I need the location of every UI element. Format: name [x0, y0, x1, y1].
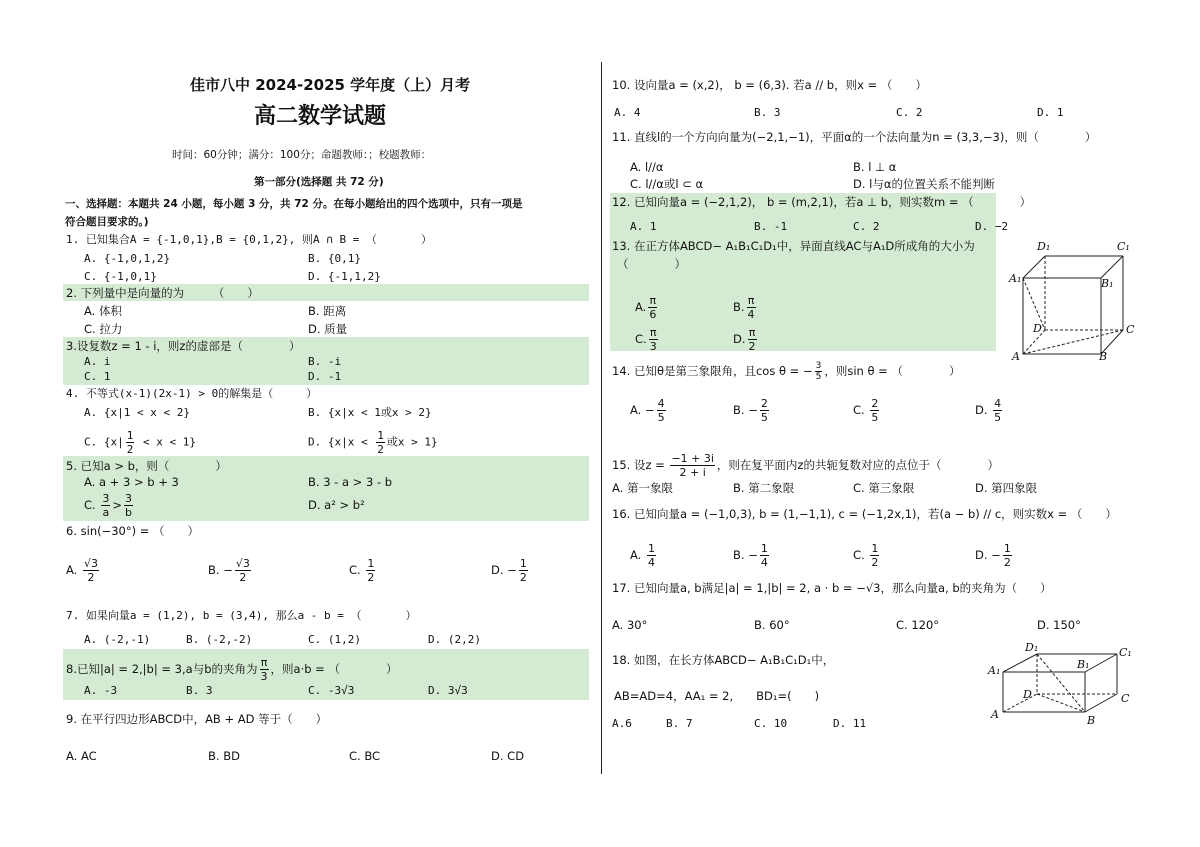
q16-stem: 16. 已知向量a = (−1,0,3), b = (1,−1,1), c = (−1,2x,1)，若(a − b) // c，则实数x = （ ） [612, 507, 1117, 521]
q9-stem: 9. 在平行四边形ABCD中，AB + AD 等于（ ） [66, 712, 328, 726]
q9-option-a[interactable]: A. AC [66, 749, 97, 763]
q9-option-b[interactable]: B. BD [208, 749, 240, 763]
q18-option-b[interactable]: B. 7 [666, 717, 693, 730]
q18-stem: 18. 如图，在长方体ABCD− A₁B₁C₁D₁中， [612, 653, 835, 667]
cube-label-c1: C₁ [1117, 240, 1130, 253]
q18-option-d[interactable]: D. 11 [833, 717, 867, 730]
exam-info: 时间：60分钟；满分：100分；命题教师：；校题教师： [172, 149, 432, 161]
q4-option-b[interactable]: B. {x|x < 1或x > 2} [308, 406, 432, 419]
q7-option-d[interactable]: D. (2,2) [428, 633, 481, 646]
box-label-a1: A₁ [988, 664, 1001, 677]
q18-option-a[interactable]: A.6 [612, 717, 632, 730]
q4-option-a[interactable]: A. {x|1 < x < 2} [84, 406, 190, 419]
q17-option-d[interactable]: D. 150° [1037, 618, 1081, 632]
box-figure [985, 638, 1165, 728]
cube-label-a: A [1012, 350, 1020, 363]
part-title: 第一部分(选择题 共 72 分) [254, 176, 384, 188]
q10-option-d[interactable]: D. 1 [1037, 106, 1064, 119]
q13-option-c[interactable]: C. $\frac{\pi}{3}$ [635, 326, 657, 353]
q5-stem: 5. 已知a > b，则（ ） [66, 459, 227, 473]
q8-stem: 8.已知|a| = 2,|b| = 3,a与b的夹角为 $\frac{\pi}{3}$ ，则a·b = （ ） [66, 656, 398, 683]
cube-label-d: D [1033, 322, 1042, 335]
q16-option-a[interactable]: A. $\frac{1}{4}$ [630, 542, 655, 569]
q1-stem: 1. 已知集合A = {-1,0,1},B = {0,1,2}, 则A ∩ B = （ ） [66, 233, 433, 246]
q14-option-a[interactable]: A. − $\frac{4}{5}$ [630, 397, 665, 424]
q11-option-a[interactable]: A. l//α [630, 160, 664, 174]
q11-option-c[interactable]: C. l//α或l ⊂ α [630, 177, 704, 191]
q7-option-c[interactable]: C. (1,2) [308, 633, 361, 646]
q8-option-d[interactable]: D. 3√3 [428, 684, 468, 697]
q11-stem: 11. 直线l的一个方向向量为(−2,1,−1)，平面α的一个法向量为n = (3,3,−3)，则（ ） [612, 130, 1097, 144]
column-divider [601, 62, 602, 774]
q12-option-c[interactable]: C. 2 [853, 220, 880, 233]
q7-option-b[interactable]: B. (-2,-2) [186, 633, 253, 646]
q14-option-c[interactable]: C. $\frac{2}{5}$ [853, 397, 879, 424]
q6-option-b[interactable]: B. − $\frac{√3}{2}$ [208, 557, 250, 584]
q15-option-b[interactable]: B. 第二象限 [733, 481, 795, 495]
cube-front-face [1023, 278, 1101, 354]
q4-stem: 4. 不等式(x-1)(2x-1) > 0的解集是（ ） [66, 387, 318, 400]
instructions-line-1: 一、选择题：本题共 24 小题，每小题 3 分，共 72 分。在每小题给出的四个选项中，只有一项是 [65, 198, 523, 210]
q9-option-c[interactable]: C. BC [349, 749, 381, 763]
q13-option-d[interactable]: D. $\frac{\pi}{2}$ [733, 326, 756, 353]
q10-option-b[interactable]: B. 3 [754, 106, 781, 119]
q11-option-d[interactable]: D. l与α的位置关系不能判断 [853, 177, 995, 191]
q15-option-c[interactable]: C. 第三象限 [853, 481, 915, 495]
q17-option-b[interactable]: B. 60° [754, 618, 790, 632]
q5-option-d[interactable]: D. a² > b² [308, 498, 365, 512]
q16-option-c[interactable]: C. $\frac{1}{2}$ [853, 542, 879, 569]
cube-label-a1: A₁ [1009, 272, 1022, 285]
q17-option-c[interactable]: C. 120° [896, 618, 940, 632]
q7-stem: 7. 如果向量a = (1,2), b = (3,4), 那么a - b = （ ） [66, 609, 417, 622]
q16-option-b[interactable]: B. − $\frac{1}{4}$ [733, 542, 768, 569]
box-label-d: D [1023, 688, 1032, 701]
highlight-q13 [610, 237, 996, 351]
q6-option-d[interactable]: D. − $\frac{1}{2}$ [491, 557, 527, 584]
box-label-b: B [1087, 714, 1096, 727]
box-label-b1: B₁ [1077, 658, 1090, 671]
q2-option-b[interactable]: B. 距离 [308, 304, 347, 318]
q4-option-c[interactable]: C. {x| $\frac{1}{2}$ < x < 1} [84, 429, 196, 456]
box-label-a: A [991, 708, 999, 721]
q4-option-d[interactable]: D. {x|x < $\frac{1}{2}$ 或x > 1} [308, 429, 438, 456]
q10-option-c[interactable]: C. 2 [896, 106, 923, 119]
school-title: 佳市八中 2024-2025 学年度（上）月考 [190, 76, 471, 94]
box-label-c1: C₁ [1119, 646, 1132, 659]
q5-option-a[interactable]: A. a + 3 > b + 3 [84, 475, 179, 489]
q9-option-d[interactable]: D. CD [491, 749, 525, 763]
box-label-d1: D₁ [1025, 641, 1039, 654]
q3-option-a[interactable]: A. i [84, 355, 111, 368]
q15-option-a[interactable]: A. 第一象限 [612, 481, 673, 495]
q1-option-a[interactable]: A. {-1,0,1,2} [84, 252, 171, 265]
q1-option-b[interactable]: B. {0,1} [308, 252, 361, 265]
q18-option-c[interactable]: C. 10 [754, 717, 788, 730]
q2-option-d[interactable]: D. 质量 [308, 322, 348, 336]
q1-option-c[interactable]: C. {-1,0,1} [84, 270, 157, 283]
q7-option-a[interactable]: A. (-2,-1) [84, 633, 151, 646]
q13-option-b[interactable]: B. $\frac{\pi}{4}$ [733, 294, 755, 321]
q10-option-a[interactable]: A. 4 [614, 106, 641, 119]
q1-option-d[interactable]: D. {-1,1,2} [308, 270, 381, 283]
q17-stem: 17. 已知向量a, b满足|a| = 1,|b| = 2, a · b = −√3，那么向量a, b的夹角为（ ） [612, 581, 1052, 595]
instructions-line-2: 符合题目要求的。) [65, 216, 149, 228]
q8-option-a[interactable]: A. -3 [84, 684, 118, 697]
q13-stem-line-2: （ ） [617, 257, 686, 271]
q16-option-d[interactable]: D. − $\frac{1}{2}$ [975, 542, 1011, 569]
q10-stem: 10. 设向量a = (x,2)， b = (6,3). 若a // b，则x = （ ） [612, 78, 927, 92]
q6-option-c[interactable]: C. $\frac{1}{2}$ [349, 557, 375, 584]
q12-option-b[interactable]: B. -1 [754, 220, 788, 233]
cube-label-c: C [1126, 323, 1135, 336]
q13-option-a[interactable]: A. $\frac{\pi}{6}$ [635, 294, 657, 321]
q14-stem: 14. 已知θ是第三象限角，且cos θ = − $\frac{3}{5}$ ，则sin θ = （ ） [612, 361, 961, 382]
q12-option-a[interactable]: A. 1 [630, 220, 657, 233]
q6-stem: 6. sin(−30°) = （ ） [66, 524, 200, 538]
page-title: 高二数学试题 [254, 103, 387, 129]
cube-label-b1: B₁ [1101, 277, 1114, 290]
q3-option-b[interactable]: B. -i [308, 355, 342, 368]
q3-stem: 3.设复数z = 1 - i，则z的虚部是（ ） [66, 339, 301, 353]
q2-option-a[interactable]: A. 体积 [84, 304, 122, 318]
q5-option-b[interactable]: B. 3 - a > 3 - b [308, 475, 393, 489]
q12-stem: 12. 已知向量a = (−2,1,2)， b = (m,2,1)，若a ⊥ b，则实数m = （ ） [612, 195, 1032, 209]
cube-label-b: B [1099, 350, 1108, 363]
q14-option-d[interactable]: D. $\frac{4}{5}$ [975, 397, 1002, 424]
q18-stem-line-2: AB=AD=4，AA₁ = 2, BD₁=( ) [614, 689, 820, 703]
cube-figure [1003, 236, 1173, 366]
q2-stem: 2. 下列量中是向量的为 （ ） [66, 286, 259, 300]
q8-option-c[interactable]: C. -3√3 [308, 684, 355, 697]
q8-option-b[interactable]: B. 3 [186, 684, 213, 697]
q12-option-d[interactable]: D. −2 [975, 220, 1009, 233]
q11-option-b[interactable]: B. l ⊥ α [853, 160, 897, 174]
q13-stem: 13. 在正方体ABCD− A₁B₁C₁D₁中，异面直线AC与A₁D所成角的大小为 [612, 239, 975, 253]
q2-option-c[interactable]: C. 拉力 [84, 322, 123, 336]
q15-stem: 15. 设z = $\frac{-1 + 3i}{2 + i}$ ，则在复平面内z的共轭复数对应的点位于（ ） [612, 452, 999, 479]
q5-option-c[interactable]: C. $\frac{3}{a}$ > $\frac{3}{b}$ [84, 492, 132, 519]
q3-option-c[interactable]: C. 1 [84, 370, 111, 383]
q14-option-b[interactable]: B. − $\frac{2}{5}$ [733, 397, 768, 424]
q3-option-d[interactable]: D. -1 [308, 370, 342, 383]
q17-option-a[interactable]: A. 30° [612, 618, 648, 632]
q15-option-d[interactable]: D. 第四象限 [975, 481, 1038, 495]
cube-label-d1: D₁ [1037, 240, 1051, 253]
box-label-c: C [1121, 692, 1130, 705]
q6-option-a[interactable]: A. $\frac{√3}{2}$ [66, 557, 98, 584]
